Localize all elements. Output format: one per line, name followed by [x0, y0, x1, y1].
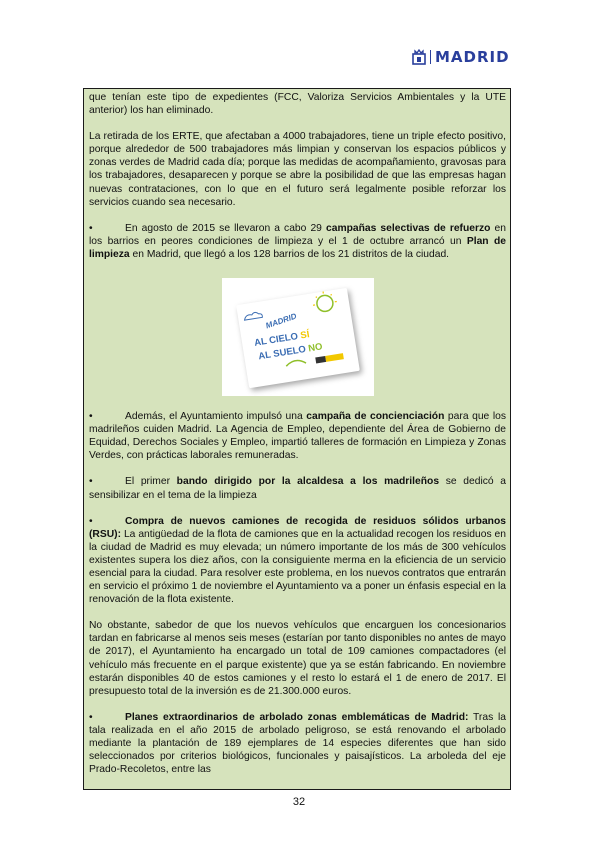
poster-line-suelo: AL SUELO NO — [257, 341, 323, 363]
bullet-icon — [89, 515, 125, 528]
poster-line-cielo: AL CIELO SÍ — [252, 329, 310, 349]
bullet-icon — [89, 222, 125, 235]
bullet-tree-plans: •Planes extraordinarios de arbolado zonas emblemáticas de Madrid: Tras la tala realizada en el año 2015 de arbolado peligroso, se está renovando el arbolado mediante la plantación de 189 ejemplares de 14 especies diferentes que han sido seleccionados por criterios biológicos, funcionales y paisajísticos. La arboleda del eje Prado-Recoletos, entre las — [89, 711, 506, 776]
bullet-mayor-edict: •El primer bando dirigido por la alcaldesa a los madrileños se dedicó a sensibilizar en el tema de la limpieza — [89, 475, 506, 501]
paragraph-erte-companies: que tenían este tipo de expedientes (FCC, Valoriza Servicios Ambientales y la UTE anterior) los han eliminado. — [89, 92, 506, 117]
bullet-icon — [89, 711, 125, 724]
content-box — [83, 88, 511, 790]
poster-card — [236, 288, 360, 388]
paragraph-erte-effects: La retirada de los ERTE, que afectaban a 4000 trabajadores, tiene un triple efecto positivo, porque alrededor de 500 trabajadores más limpian y conservan los espacios públicos y zonas verdes de Madrid cada día; porque las medidas de acompañamiento, gravosas para los trabajadores, desaparecen y porque se abre la posibilidad de que las empresas hagan nuevas contrataciones, con lo que en el futuro será legalmente posible reforzar los servicios cuando sea necesario. — [89, 131, 506, 208]
madrid-logo — [412, 48, 510, 66]
paragraph-truck-order: No obstante, sabedor de que los nuevos vehículos que encarguen los concesionarios tardan en fabricarse al menos seis meses (estarían por tanto disponibles no antes de mayo de 2017), el Ayuntamiento ha encargado un total de 109 camiones compactadores (el vehículo más frecuente en el parque existente) que ya se están fabricando. En noviembre estarán disponibles 40 de estos camiones y el resto lo estará el 1 de enero de 2017. El presupuesto total de la inversión es de 21.300.000 euros. — [89, 620, 506, 697]
madrid-emblem-icon — [412, 49, 426, 65]
logo-separator — [430, 50, 431, 64]
bullet-icon — [89, 475, 125, 488]
bullet-awareness-campaign: •Además, el Ayuntamiento impulsó una campaña de concienciación para que los madrileños cuiden Madrid. La Agencia de Empleo, dependiente del Área de Gobierno de Equidad, Derechos Sociales y Empleo, impartió talleres de formación en Limpieza y Zonas Verdes, con prácticas laborales remuneradas. — [89, 410, 506, 462]
page-number: 32 — [292, 796, 306, 808]
logo-text: MADRID — [435, 48, 510, 66]
bullet-icon — [89, 410, 125, 423]
poster-madrid-text: MADRID — [264, 311, 298, 331]
campaign-poster-image — [222, 278, 374, 396]
bullet-refuerzo-campaigns: •En agosto de 2015 se llevaron a cabo 29 campañas selectivas de refuerzo en los barrios en peores condiciones de limpieza y el 1 de octubre arrancó un Plan de limpieza en Madrid, que llegó a los 128 barrios de los 21 distritos de la ciudad. — [89, 222, 506, 261]
bullet-new-trucks: •Compra de nuevos camiones de recogida de residuos sólidos urbanos (RSU): La antigüedad de la flota de camiones que en la actualidad recogen los residuos en la ciudad de Madrid es muy elevada; un número importante de los más de 300 vehículos existentes supera los diez años, con la consiguiente merma en la eficiencia de un servicio esencial para la ciudad. Para resolver este problema, en los nuevos contratos que entrarán en servicio el próximo 1 de noviembre el Ayuntamiento va a poner un énfasis especial en la renovación de la flota existente. — [89, 515, 506, 607]
